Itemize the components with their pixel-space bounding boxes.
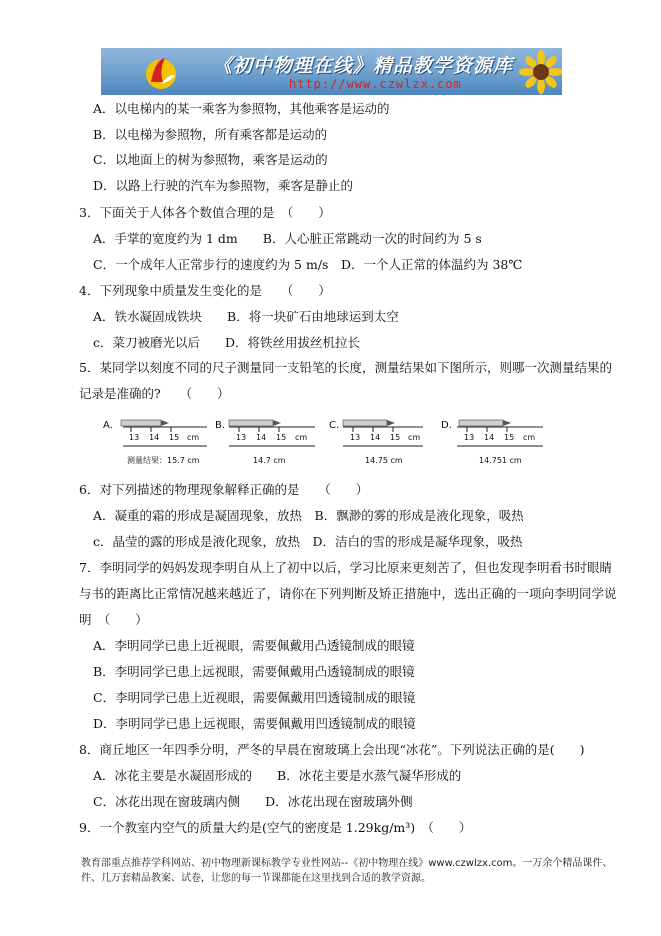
question-5-line1: 5．某同学以刻度不同的尺子测量同一支铅笔的长度，测量结果如下图所示，则哪一次测量结果的 — [79, 360, 612, 375]
question-5-line2: 记录是准确的? （ ） — [79, 386, 230, 401]
q7-option-d: D．李明同学已患上远视眼，需要佩戴用凹透镜制成的眼镜 — [93, 716, 416, 731]
question-3: 3．下面关于人体各个数值合理的是 （ ） — [79, 205, 331, 220]
q7-option-b: B．李明同学已患上远视眼，需要佩戴用凸透镜制成的眼镜 — [93, 664, 415, 679]
q4-options-ab: A．铁水凝固成铁块 B．将一块矿石由地球运到太空 — [93, 309, 399, 324]
q7-option-c: C．李明同学已患上近视眼，需要佩戴用凹透镜制成的眼镜 — [93, 690, 416, 705]
logo-icon — [141, 52, 181, 92]
ruler-c-result: 14.75 cm — [365, 456, 403, 465]
question-9: 9．一个教室内空气的质量大约是(空气的密度是 1.29kg/m³) （ ） — [79, 820, 472, 835]
ruler-b-letter: B. — [215, 420, 226, 431]
ruler-c-tick-13: 13 — [350, 433, 361, 442]
q3-options-cd: C．一个成年人正常步行的速度约为 5 m/s D．一个人正常的体温约为 38℃ — [93, 257, 523, 272]
q2-option-d: D．以路上行驶的汽车为参照物，乘客是静止的 — [93, 178, 354, 193]
ruler-c-tick-cm: cm — [408, 433, 421, 442]
question-7-line1: 7．李明同学的妈妈发现李明自从上了初中以后，学习比原来更刻苦了，但也发现李明看书时眼睛 — [79, 560, 612, 575]
ruler-a-tick-14: 14 — [149, 433, 160, 442]
banner-url: http://www.czwlzx.com — [289, 77, 462, 91]
ruler-d — [441, 420, 543, 465]
question-7-line3: 明 （ ） — [79, 612, 148, 627]
ruler-c-tick-15: 15 — [390, 433, 401, 442]
ruler-a-tick-cm: cm — [187, 433, 200, 442]
ruler-figure — [103, 414, 583, 472]
ruler-a-result: 测量结果：15.7 cm — [127, 456, 200, 465]
header-banner — [101, 48, 562, 95]
q4-options-cd: c．菜刀被磨光以后 D．将铁丝用拔丝机拉长 — [93, 335, 361, 350]
ruler-c — [329, 420, 423, 465]
ruler-a-tick-13: 13 — [129, 433, 140, 442]
q2-option-a: A．以电梯内的某一乘客为参照物，其他乘客是运动的 — [93, 101, 390, 116]
page-footer — [81, 856, 613, 886]
ruler-a-tick-15: 15 — [169, 433, 180, 442]
ruler-b-tick-14: 14 — [256, 433, 267, 442]
q8-options-ab: A．冰花主要是水凝固形成的 B．冰花主要是水蒸气凝华形成的 — [93, 768, 462, 783]
question-4: 4．下列现象中质量发生变化的是 （ ） — [79, 283, 331, 298]
ruler-b-tick-cm: cm — [295, 433, 308, 442]
q6-options-cd: c．晶莹的露的形成是液化现象，放热 D．洁白的雪的形成是凝华现象，吸热 — [93, 534, 523, 549]
ruler-d-tick-14: 14 — [484, 433, 495, 442]
q6-options-ab: A．凝重的霜的形成是凝固现象，放热 B．飘渺的雾的形成是液化现象，吸热 — [93, 508, 524, 523]
ruler-a — [103, 420, 207, 465]
question-6: 6．对下列描述的物理现象解释正确的是 （ ） — [79, 482, 369, 497]
footer-line-1: 教育部重点推荐学科网站、初中物理新课标教学专业性网站--《初中物理在线》www.czwlzx.com。一万余个精品课件、 — [81, 858, 613, 869]
ruler-d-tick-cm: cm — [523, 433, 536, 442]
q3-options-ab: A．手掌的宽度约为 1 dm B．人心脏正常跳动一次的时间约为 5 s — [93, 231, 482, 246]
ruler-c-tick-14: 14 — [370, 433, 381, 442]
footer-line-2: 件、几万套精品教案、试卷，让您的每一节课都能在这里找到合适的教学资源。 — [81, 873, 431, 884]
ruler-a-letter: A. — [103, 420, 113, 431]
banner-title: 《初中物理在线》精品教学资源库 — [213, 55, 514, 77]
ruler-d-tick-13: 13 — [464, 433, 475, 442]
ruler-b-result: 14.7 cm — [253, 456, 286, 465]
ruler-d-tick-15: 15 — [504, 433, 515, 442]
ruler-b — [215, 420, 315, 465]
question-7-line2: 与书的距离比正常情况越来越近了，请你在下列判断及矫正措施中，选出正确的一项向李明同学说 — [79, 586, 617, 601]
q8-options-cd: C．冰花出现在窗玻璃内侧 D．冰花出现在窗玻璃外侧 — [93, 794, 413, 809]
ruler-c-letter: C. — [329, 420, 340, 431]
q2-option-c: C．以地面上的树为参照物，乘客是运动的 — [93, 152, 328, 167]
ruler-d-letter: D. — [441, 420, 452, 431]
question-8: 8．商丘地区一年四季分明，严冬的早晨在窗玻璃上会出现“冰花”。下列说法正确的是( ) — [79, 742, 585, 757]
ruler-b-tick-13: 13 — [236, 433, 247, 442]
sunflower-icon — [519, 50, 562, 94]
q7-option-a: A．李明同学已患上近视眼，需要佩戴用凸透镜制成的眼镜 — [93, 638, 415, 653]
ruler-b-tick-15: 15 — [276, 433, 287, 442]
ruler-d-result: 14.751 cm — [479, 456, 522, 465]
q2-option-b: B．以电梯为参照物，所有乘客都是运动的 — [93, 127, 328, 142]
